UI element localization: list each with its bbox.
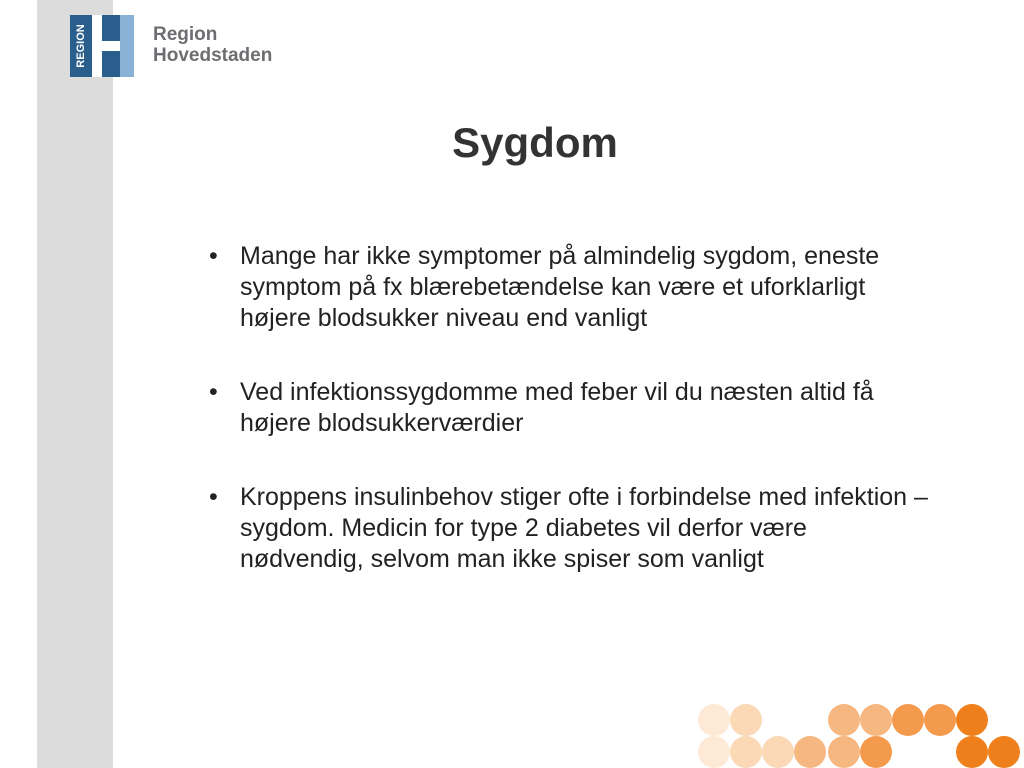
logo-line-hovedstaden: Hovedstaden bbox=[153, 45, 273, 66]
slide-title: Sygdom bbox=[452, 119, 618, 166]
decorative-dot bbox=[860, 736, 892, 768]
decorative-dot bbox=[956, 704, 988, 736]
decorative-dot bbox=[730, 704, 762, 736]
decorative-dot-pattern bbox=[690, 700, 1024, 768]
bullet-glyph: • bbox=[209, 378, 218, 406]
bullet-item bbox=[209, 241, 929, 334]
bullet-item bbox=[209, 377, 929, 439]
bullet-glyph: • bbox=[209, 483, 218, 511]
dot-pattern-svg bbox=[690, 700, 1024, 768]
decorative-dot bbox=[698, 736, 730, 768]
logo-mark-text: REGION bbox=[75, 24, 87, 68]
region-h-logo-svg bbox=[70, 15, 134, 77]
decorative-dot bbox=[828, 704, 860, 736]
bullet-glyph: • bbox=[209, 242, 218, 270]
decorative-dot bbox=[698, 704, 730, 736]
bullet-text: Ved infektionssygdomme med feber vil du næsten altid få højere blodsukkerværdier bbox=[240, 378, 874, 437]
decorative-dot bbox=[794, 736, 826, 768]
decorative-dot bbox=[828, 736, 860, 768]
logo-wordmark bbox=[153, 24, 272, 66]
bullet-list bbox=[209, 241, 929, 618]
decorative-dot bbox=[762, 736, 794, 768]
decorative-dot bbox=[730, 736, 762, 768]
left-side-band bbox=[37, 0, 113, 768]
decorative-dot bbox=[956, 736, 988, 768]
bullet-text: Kroppens insulinbehov stiger ofte i forbindelse med infektion – sygdom. Medicin for type 2 diabetes vil derfor være nødvendig, selvom man ikke spiser som vanligt bbox=[240, 483, 928, 573]
logo-line-region: Region bbox=[153, 24, 218, 45]
decorative-dot bbox=[892, 704, 924, 736]
bullet-item bbox=[209, 482, 929, 575]
logo-h-crossbar bbox=[92, 41, 120, 51]
bullet-text: Mange har ikke symptomer på almindelig sygdom, eneste symptom på fx blærebetændelse kan være et uforklarligt højere blodsukker niveau end vanligt bbox=[240, 242, 880, 332]
region-h-logo-icon bbox=[70, 15, 134, 77]
decorative-dot bbox=[988, 736, 1020, 768]
logo-h-right-stem bbox=[120, 15, 134, 77]
decorative-dot bbox=[924, 704, 956, 736]
decorative-dot bbox=[860, 704, 892, 736]
